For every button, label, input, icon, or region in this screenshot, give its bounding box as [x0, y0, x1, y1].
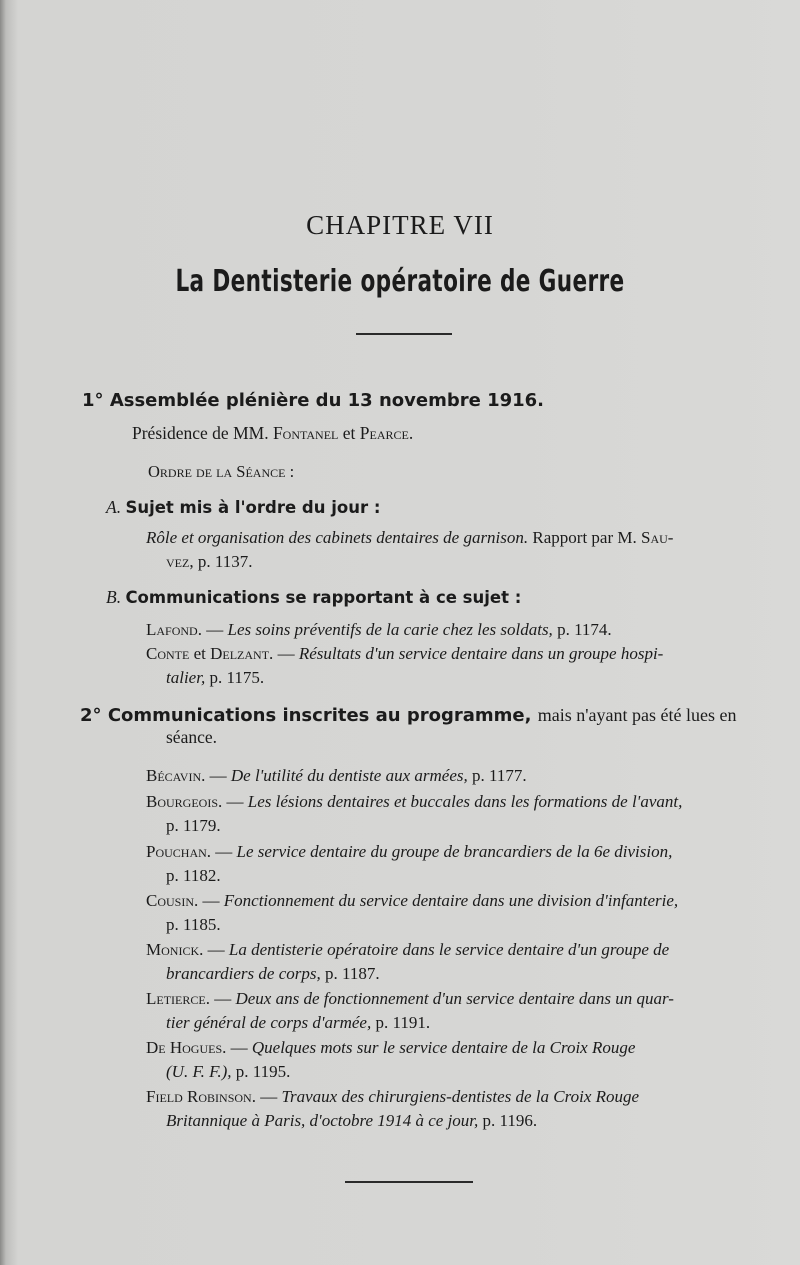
- entry-author: Bécavin.: [146, 766, 206, 785]
- entry-title: Les soins préventifs de la carie chez les soldats,: [227, 620, 553, 639]
- subsection-b-heading: [106, 587, 521, 608]
- entry-author: Field Robinson.: [146, 1087, 256, 1106]
- rapport-text: Rapport par M.: [532, 528, 637, 547]
- divider-bottom: [345, 1181, 473, 1183]
- section-2-rest: mais n'ayant pas été lues en: [537, 705, 737, 725]
- list-item: De Hogues. — Quelques mots sur le service dentaire de la Croix Rouge (U. F. F.), p. 1195.: [146, 1038, 636, 1081]
- entry-author: Letierce.: [146, 989, 210, 1008]
- entry-author: Conte: [146, 644, 190, 663]
- rapporteur-part-1: Sau-: [641, 528, 674, 547]
- entry-title-cont: (U. F. F.),: [166, 1062, 232, 1081]
- section-2-number: 2°: [80, 705, 102, 726]
- list-item: Field Robinson. — Travaux des chirurgiens-dentistes de la Croix Rouge Britannique à Paris, d'octobre 1914 à ce jour, p. 1196.: [146, 1087, 640, 1130]
- section-1-number: 1°: [82, 390, 104, 411]
- entry-page: p. 1174.: [557, 620, 612, 639]
- entry-title: Fonctionnement du service dentaire dans une division d'infanterie,: [223, 891, 679, 910]
- list-item: Lafond. — Les soins préventifs de la carie chez les soldats, p. 1174.: [146, 620, 612, 639]
- list-item: Monick. — La dentisterie opératoire dans le service dentaire d'un groupe de brancardiers de corps, p. 1187.: [146, 940, 670, 983]
- section-2-rest-cont: séance.: [166, 727, 218, 747]
- subsection-b-letter: B.: [106, 587, 122, 607]
- section-2-title: Communications inscrites au programme,: [107, 705, 532, 726]
- president-1: Fontanel: [272, 423, 339, 443]
- subsection-a-letter: A.: [106, 497, 122, 517]
- entry-page: p. 1177.: [472, 766, 527, 785]
- entry-author: Monick.: [146, 940, 204, 959]
- subsection-a-title: Sujet mis à l'ordre du jour :: [125, 498, 381, 517]
- section-1-heading: [82, 390, 544, 411]
- list-item: Letierce. — Deux ans de fonctionnement d'un service dentaire dans un quar- tier général de corps d'armée, p. 1191.: [146, 989, 674, 1032]
- subsection-a-heading: [106, 497, 380, 518]
- entry-page: p. 1182.: [166, 866, 221, 885]
- list-item: Conte et Delzant. — Résultats d'un service dentaire dans un groupe hospi- talier, p. 1175.: [146, 644, 664, 687]
- list-item: Pouchan. — Le service dentaire du groupe de brancardiers de la 6e division, p. 1182.: [146, 842, 673, 885]
- entry-page: p. 1191.: [375, 1013, 431, 1032]
- entry-author: Pouchan.: [146, 842, 212, 861]
- list-item: Bourgeois. — Les lésions dentaires et buccales dans les formations de l'avant, p. 1179.: [146, 792, 683, 835]
- entry-page: p. 1195.: [235, 1062, 291, 1081]
- section-1-title: Assemblée plénière du 13 novembre 1916.: [109, 390, 545, 411]
- list-item: Cousin. — Fonctionnement du service dentaire dans une division d'infanterie, p. 1185.: [146, 891, 679, 934]
- divider-top: [356, 333, 452, 335]
- section-2-heading: [80, 705, 736, 726]
- entry-title: Le service dentaire du groupe de brancardiers de la 6e division,: [236, 842, 673, 861]
- subsection-b-title: Communications se rapportant à ce sujet :: [125, 588, 522, 607]
- entry-title-cont: tier général de corps d'armée,: [166, 1013, 372, 1032]
- entry-title: Quelques mots sur le service dentaire de la Croix Rouge: [251, 1038, 636, 1057]
- presidence-join: et: [342, 423, 356, 443]
- entry-title-cont: Britannique à Paris, d'octobre 1914 à ce jour,: [166, 1111, 479, 1130]
- entry-author: De Hogues.: [146, 1038, 227, 1057]
- entry-title: Les lésions dentaires et buccales dans les formations de l'avant,: [247, 792, 683, 811]
- entry-page: p. 1187.: [324, 964, 380, 983]
- entry-title-cont: talier,: [166, 668, 206, 687]
- entry-page: p. 1179.: [166, 816, 221, 835]
- list-item: Bécavin. — De l'utilité du dentiste aux armées, p. 1177.: [146, 766, 527, 785]
- entry-title: La dentisterie opératoire dans le service dentaire d'un groupe de: [228, 940, 670, 959]
- subject-title: Rôle et organisation des cabinets dentaires de garnison.: [146, 528, 529, 547]
- subject-page: , p. 1137.: [189, 552, 253, 571]
- subject-entry: [146, 526, 746, 574]
- entry-author: Bourgeois.: [146, 792, 223, 811]
- president-2: Pearce: [359, 423, 409, 443]
- entry-author-join: et: [193, 644, 206, 663]
- rapporteur-part-2: vez: [166, 552, 190, 571]
- presidence-line: Présidence de MM. Fontanel et Pearce.: [132, 423, 414, 443]
- entry-title: Travaux des chirurgiens-dentistes de la Croix Rouge: [281, 1087, 640, 1106]
- entry-title: De l'utilité du dentiste aux armées,: [230, 766, 468, 785]
- entry-page: p. 1185.: [166, 915, 221, 934]
- presidence-prefix: Présidence de MM.: [132, 423, 269, 443]
- entry-author: Cousin.: [146, 891, 199, 910]
- entry-title-cont: brancardiers de corps,: [166, 964, 321, 983]
- entry-author: Delzant.: [210, 644, 274, 663]
- chapter-title: La Dentisterie opératoire de Guerre: [175, 264, 625, 299]
- ordre-seance: Ordre de la Séance :: [148, 462, 295, 481]
- entry-author: Lafond.: [146, 620, 202, 639]
- entry-title: Deux ans de fonctionnement d'un service dentaire dans un quar-: [235, 989, 674, 1008]
- entry-page: p. 1175.: [209, 668, 265, 687]
- chapter-label: CHAPITRE VII: [306, 210, 494, 240]
- entry-page: p. 1196.: [482, 1111, 538, 1130]
- entry-title: Résultats d'un service dentaire dans un groupe hospi-: [298, 644, 664, 663]
